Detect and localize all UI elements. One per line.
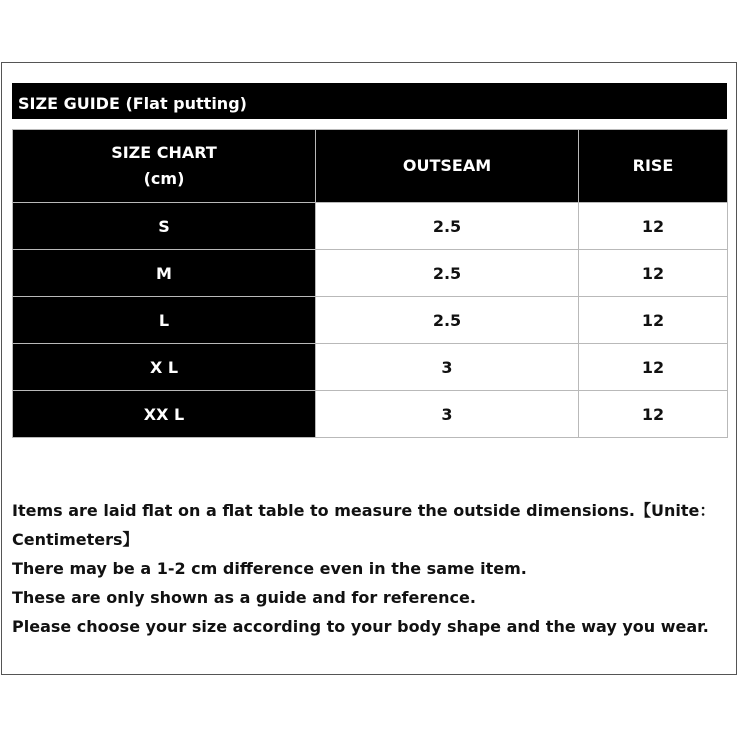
outseam-cell: 3 bbox=[316, 344, 579, 391]
outseam-cell: 2.5 bbox=[316, 203, 579, 250]
outseam-cell: 2.5 bbox=[316, 250, 579, 297]
size-cell: X L bbox=[13, 344, 316, 391]
rise-cell: 12 bbox=[579, 344, 728, 391]
table-row bbox=[13, 391, 728, 438]
size-cell: XX L bbox=[13, 391, 316, 438]
note-difference: There may be a 1-2 cm difference even in the same item. bbox=[12, 559, 527, 578]
size-cell: L bbox=[13, 297, 316, 344]
size-guide-title: SIZE GUIDE (Flat putting) bbox=[12, 83, 727, 119]
rise-cell: 12 bbox=[579, 250, 728, 297]
table-header-row bbox=[13, 130, 728, 203]
table-row bbox=[13, 297, 728, 344]
outseam-cell: 3 bbox=[316, 391, 579, 438]
table-row bbox=[13, 203, 728, 250]
outseam-cell: 2.5 bbox=[316, 297, 579, 344]
size-chart-header-line2: (cm) bbox=[143, 169, 185, 188]
size-chart-header-line1: SIZE CHART bbox=[111, 143, 217, 163]
note-choose-size: Please choose your size according to your body shape and the way you wear. bbox=[12, 617, 709, 636]
table-row bbox=[13, 250, 728, 297]
rise-cell: 12 bbox=[579, 391, 728, 438]
size-chart-table bbox=[12, 129, 728, 438]
size-cell: M bbox=[13, 250, 316, 297]
size-cell: S bbox=[13, 203, 316, 250]
size-chart-header bbox=[13, 130, 316, 203]
note-measurement-method: Items are laid flat on a flat table to measure the outside dimensions.【Unite：Centimeters】 bbox=[12, 501, 716, 549]
rise-cell: 12 bbox=[579, 297, 728, 344]
note-guide-reference: These are only shown as a guide and for reference. bbox=[12, 588, 476, 607]
table-row bbox=[13, 344, 728, 391]
measurement-notes bbox=[12, 496, 730, 641]
rise-header: RISE bbox=[579, 130, 728, 203]
outseam-header: OUTSEAM bbox=[316, 130, 579, 203]
rise-cell: 12 bbox=[579, 203, 728, 250]
